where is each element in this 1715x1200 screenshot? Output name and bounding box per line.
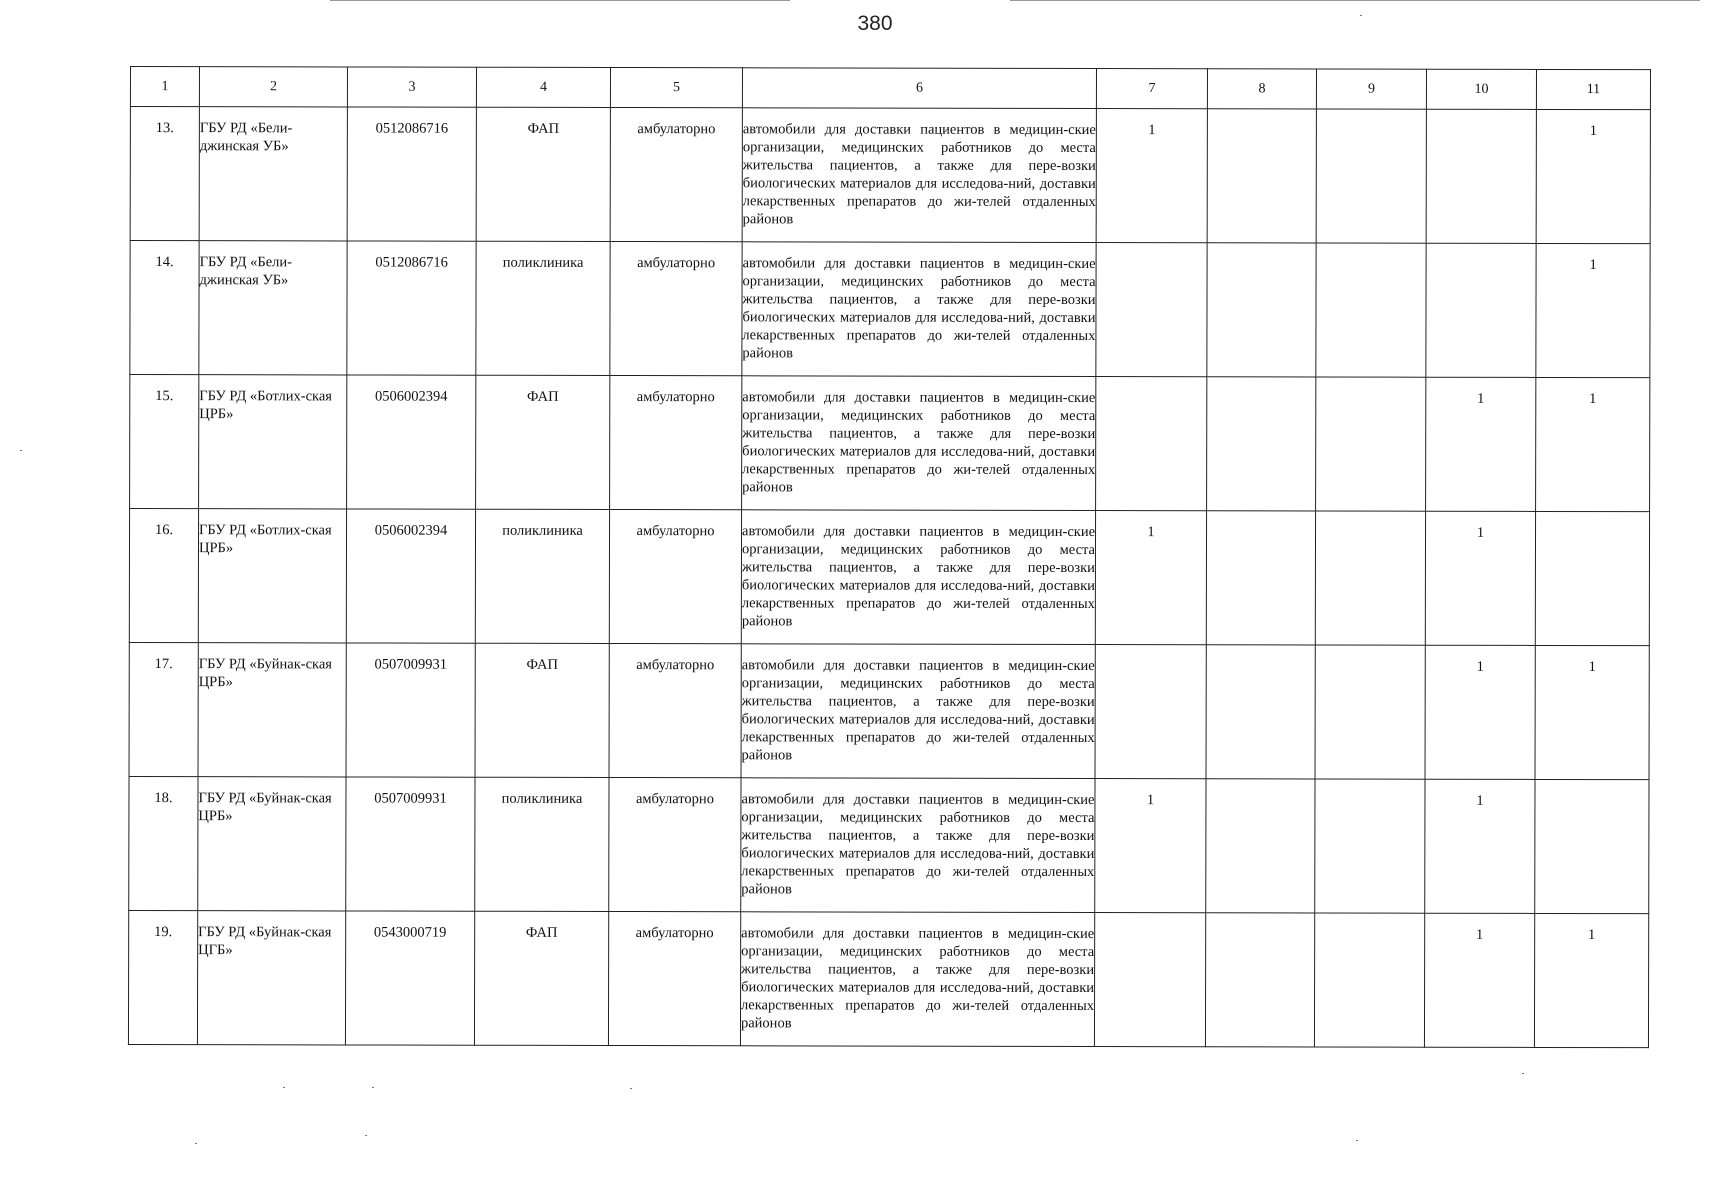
header-col-1: 1 (130, 67, 199, 107)
col-11-value: 1 (1536, 109, 1650, 243)
col-8-value (1207, 109, 1316, 243)
row-number: 18. (129, 776, 198, 910)
table-row (130, 375, 1650, 512)
row-number: 14. (130, 241, 199, 375)
col-9-value (1315, 511, 1425, 645)
care-condition: амбулаторно (609, 510, 741, 644)
table-body (128, 107, 1650, 1048)
inn-code: 0543000719 (345, 911, 474, 1045)
col-11-value: 1 (1536, 377, 1650, 511)
vehicle-purpose: автомобили для доставки пациентов в медицин-ские организации, медицинских работников до места жительства пациентов, а также для пере-возки биологических материалов для исследова-ний, доставки лекарственных препаратов до жи-телей отдаленных районов (740, 912, 1094, 1047)
facility-type: поликлиника (476, 241, 610, 375)
care-condition: амбулаторно (609, 644, 741, 778)
facility-type: ФАП (474, 911, 608, 1045)
organization-name: ГБУ РД «Буйнак-ская ЦРБ» (198, 643, 346, 777)
col-9-value (1315, 779, 1425, 913)
col-9-value (1316, 109, 1426, 243)
inn-code: 0506002394 (346, 509, 475, 643)
inn-code: 0507009931 (346, 777, 475, 911)
row-number: 17. (129, 642, 198, 776)
organization-name: ГБУ РД «Буйнак-ская ЦГБ» (197, 911, 345, 1045)
organization-name: ГБУ РД «Ботлих-ская ЦРБ» (199, 375, 347, 509)
col-7-value: 1 (1096, 109, 1207, 243)
header-col-11: 11 (1536, 69, 1650, 109)
col-9-value (1316, 243, 1426, 377)
facility-type: ФАП (475, 643, 609, 777)
col-10-value: 1 (1425, 645, 1535, 779)
col-11-value: 1 (1536, 243, 1650, 377)
organization-name: ГБУ РД «Ботлих-ская ЦРБ» (198, 509, 346, 643)
vehicle-purpose: автомобили для доставки пациентов в медицин-ские организации, медицинских работников до места жительства пациентов, а также для пере-возки биологических материалов для исследова-ний, доставки лекарственных препаратов до жи-телей отдаленных районов (741, 644, 1095, 779)
header-col-3: 3 (347, 67, 476, 107)
header-col-7: 7 (1096, 69, 1207, 109)
inn-code: 0512086716 (347, 107, 476, 241)
col-10-value: 1 (1425, 779, 1535, 913)
row-number: 15. (130, 375, 199, 509)
col-9-value (1314, 913, 1424, 1047)
col-9-value (1315, 645, 1425, 779)
top-edge-rule-right (1010, 0, 1700, 1)
scan-speck (1360, 15, 1362, 16)
facility-type: ФАП (476, 375, 610, 509)
row-number: 16. (129, 509, 198, 643)
scan-speck (283, 1087, 285, 1088)
facility-type: поликлиника (475, 509, 609, 643)
scan-speck (365, 1135, 367, 1136)
col-8-value (1207, 243, 1316, 377)
row-number: 19. (128, 910, 197, 1044)
header-col-4: 4 (476, 67, 610, 107)
care-condition: амбулаторно (610, 108, 742, 242)
col-10-value: 1 (1425, 511, 1535, 645)
facility-type: ФАП (476, 107, 610, 241)
header-col-8: 8 (1207, 69, 1316, 109)
col-8-value (1207, 377, 1316, 511)
table-header (130, 67, 1650, 110)
scan-speck (630, 1088, 632, 1089)
col-10-value: 1 (1424, 913, 1534, 1047)
care-condition: амбулаторно (610, 376, 742, 510)
care-condition: амбулаторно (609, 778, 741, 912)
table-row (130, 107, 1650, 244)
scan-speck (372, 1087, 374, 1088)
facility-type: поликлиника (475, 777, 609, 911)
header-col-5: 5 (610, 68, 742, 108)
col-8-value (1206, 779, 1315, 913)
vehicle-purpose: автомобили для доставки пациентов в медицин-ские организации, медицинских работников до места жительства пациентов, а также для пере-возки биологических материалов для исследова-ний, доставки лекарственных препаратов до жи-телей отдаленных районов (741, 778, 1095, 913)
care-condition: амбулаторно (610, 242, 742, 376)
top-edge-rule-left (330, 0, 790, 1)
col-8-value (1205, 913, 1314, 1047)
table-row (129, 776, 1649, 913)
header-col-10: 10 (1426, 69, 1536, 109)
col-7-value (1096, 377, 1207, 511)
col-11-value: 1 (1535, 645, 1649, 779)
col-8-value (1206, 645, 1315, 779)
col-11-value (1535, 511, 1649, 645)
vehicle-purpose: автомобили для доставки пациентов в медицин-ские организации, медицинских работников до места жительства пациентов, а также для пере-возки биологических материалов для исследова-ний, доставки лекарственных препаратов до жи-телей отдаленных районов (742, 242, 1096, 377)
col-7-value: 1 (1095, 511, 1206, 645)
table-row (129, 642, 1649, 779)
header-col-6: 6 (742, 68, 1096, 109)
col-9-value (1316, 377, 1426, 511)
col-7-value (1094, 913, 1205, 1047)
col-7-value (1095, 645, 1206, 779)
col-8-value (1206, 511, 1315, 645)
vehicle-purpose: автомобили для доставки пациентов в медицин-ские организации, медицинских работников до места жительства пациентов, а также для пере-возки биологических материалов для исследова-ний, доставки лекарственных препаратов до жи-телей отдаленных районов (742, 108, 1096, 243)
col-11-value: 1 (1534, 913, 1648, 1047)
care-condition: амбулаторно (608, 912, 740, 1046)
vehicle-purpose: автомобили для доставки пациентов в медицин-ские организации, медицинских работников до места жительства пациентов, а также для пере-возки биологических материалов для исследова-ний, доставки лекарственных препаратов до жи-телей отдаленных районов (741, 510, 1095, 645)
scan-speck (1356, 1140, 1358, 1141)
col-7-value (1096, 243, 1207, 377)
table-row (128, 910, 1648, 1047)
organization-name: ГБУ РД «Бели-джинская УБ» (199, 241, 347, 375)
col-11-value (1535, 779, 1649, 913)
col-7-value: 1 (1095, 779, 1206, 913)
scan-speck (20, 450, 22, 451)
scan-speck (195, 1143, 197, 1144)
header-row (130, 67, 1650, 110)
row-number: 13. (130, 107, 199, 241)
table-row (130, 241, 1650, 378)
registry-table (128, 66, 1651, 1048)
inn-code: 0507009931 (346, 643, 475, 777)
col-10-value (1426, 243, 1536, 377)
header-col-2: 2 (199, 67, 347, 107)
col-10-value (1426, 109, 1536, 243)
table-row (129, 509, 1649, 646)
organization-name: ГБУ РД «Буйнак-ская ЦРБ» (198, 777, 346, 911)
vehicle-purpose: автомобили для доставки пациентов в медицин-ские организации, медицинских работников до места жительства пациентов, а также для пере-возки биологических материалов для исследова-ний, доставки лекарственных препаратов до жи-телей отдаленных районов (742, 376, 1096, 511)
inn-code: 0506002394 (347, 375, 476, 509)
col-10-value: 1 (1426, 377, 1536, 511)
page-number: 380 (857, 12, 893, 35)
scan-speck (1522, 1073, 1524, 1074)
inn-code: 0512086716 (347, 241, 476, 375)
header-col-9: 9 (1316, 69, 1426, 109)
organization-name: ГБУ РД «Бели-джинская УБ» (199, 107, 347, 241)
